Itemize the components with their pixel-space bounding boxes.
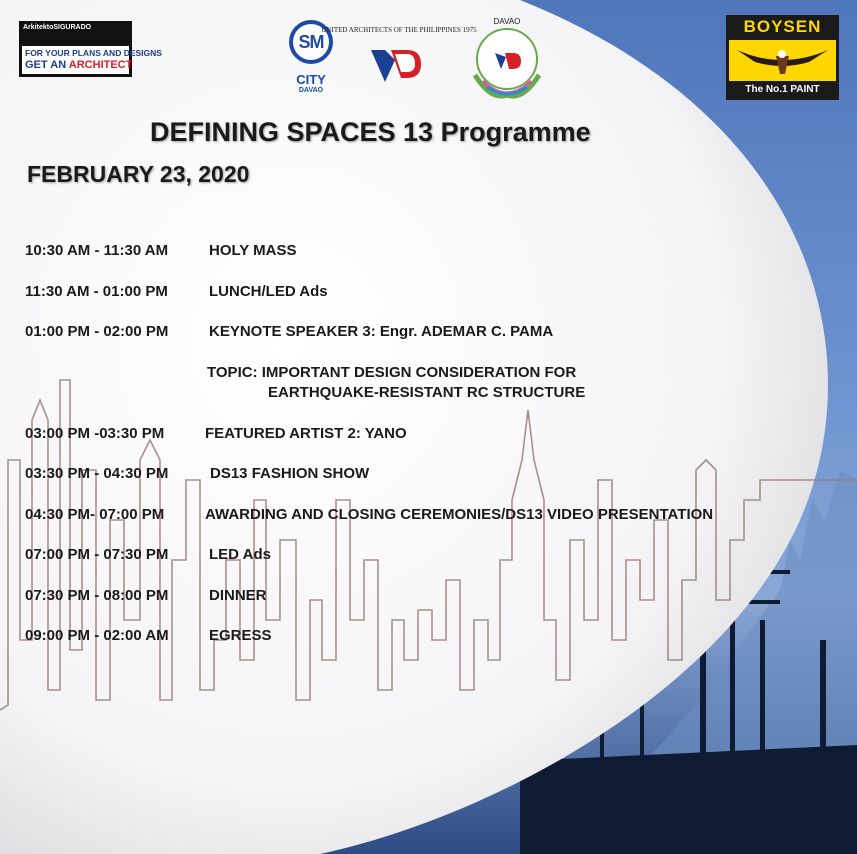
boysen-yellow-panel — [729, 40, 836, 81]
arkitekto-brand-text: ArkitektoSIGURADO — [23, 24, 92, 31]
schedule-event: KEYNOTE SPEAKER 3: Engr. ADEMAR C. PAMA — [209, 323, 554, 340]
uap-arc-text: UNITED ARCHITECTS OF THE PHILIPPINES 1975 — [321, 26, 477, 34]
schedule-event: DS13 FASHION SHOW — [210, 465, 370, 482]
uap-logo — [321, 20, 477, 102]
boysen-eagle-icon — [729, 40, 836, 81]
arkitekto-slogan-prefix: GET AN — [25, 59, 69, 71]
schedule-time: 07:30 PM - 08:00 PM — [25, 587, 169, 604]
schedule-event: AWARDING AND CLOSING CEREMONIES/DS13 VIDEO PRESENTATION — [205, 506, 714, 523]
sm-mark: SM — [298, 31, 324, 52]
schedule-event: EGRESS — [209, 627, 272, 644]
schedule-time: 04:30 PM- 07:00 PM — [25, 506, 165, 523]
schedule-time: 03:00 PM -03:30 PM — [25, 425, 165, 442]
uap-davao-top-text: DAVAO — [493, 17, 521, 26]
arkitekto-slogan-line2 — [25, 59, 132, 71]
schedule-topic-line2: EARTHQUAKE-RESISTANT RC STRUCTURE — [268, 384, 586, 401]
schedule-event: LED Ads — [209, 546, 271, 563]
sm-location-text: DAVAO — [298, 87, 324, 94]
schedule-event: HOLY MASS — [209, 242, 297, 259]
event-date: FEBRUARY 23, 2020 — [27, 161, 250, 187]
boysen-paint-logo — [726, 15, 839, 100]
schedule-time: 01:00 PM - 02:00 PM — [25, 323, 169, 340]
poster-title: DEFINING SPACES 13 Programme — [150, 117, 591, 147]
schedule-time: 09:00 PM - 02:00 AM — [25, 627, 169, 644]
sm-city-text: CITY — [296, 72, 326, 87]
schedule-time: 07:00 PM - 07:30 PM — [25, 546, 169, 563]
boysen-brand-text: BOYSEN — [743, 17, 822, 36]
schedule-time: 11:30 AM - 01:00 PM — [25, 283, 168, 300]
uap-davao-logo — [461, 15, 553, 103]
arkitekto-sigurado-logo — [19, 21, 162, 77]
schedule-event: FEATURED ARTIST 2: YANO — [205, 425, 407, 442]
schedule-event: LUNCH/LED Ads — [209, 283, 328, 300]
schedule-event: DINNER — [209, 587, 267, 604]
schedule-time: 10:30 AM - 11:30 AM — [25, 242, 169, 259]
arkitekto-slogan-highlight: ARCHITECT — [68, 59, 133, 71]
arkitekto-slogan-line1: FOR YOUR PLANS AND DESIGNS — [25, 48, 162, 58]
schedule-time: 03:30 PM - 04:30 PM — [25, 465, 169, 482]
boysen-tagline: The No.1 PAINT — [745, 84, 820, 95]
schedule-topic-line1: TOPIC: IMPORTANT DESIGN CONSIDERATION FOR — [207, 364, 577, 381]
